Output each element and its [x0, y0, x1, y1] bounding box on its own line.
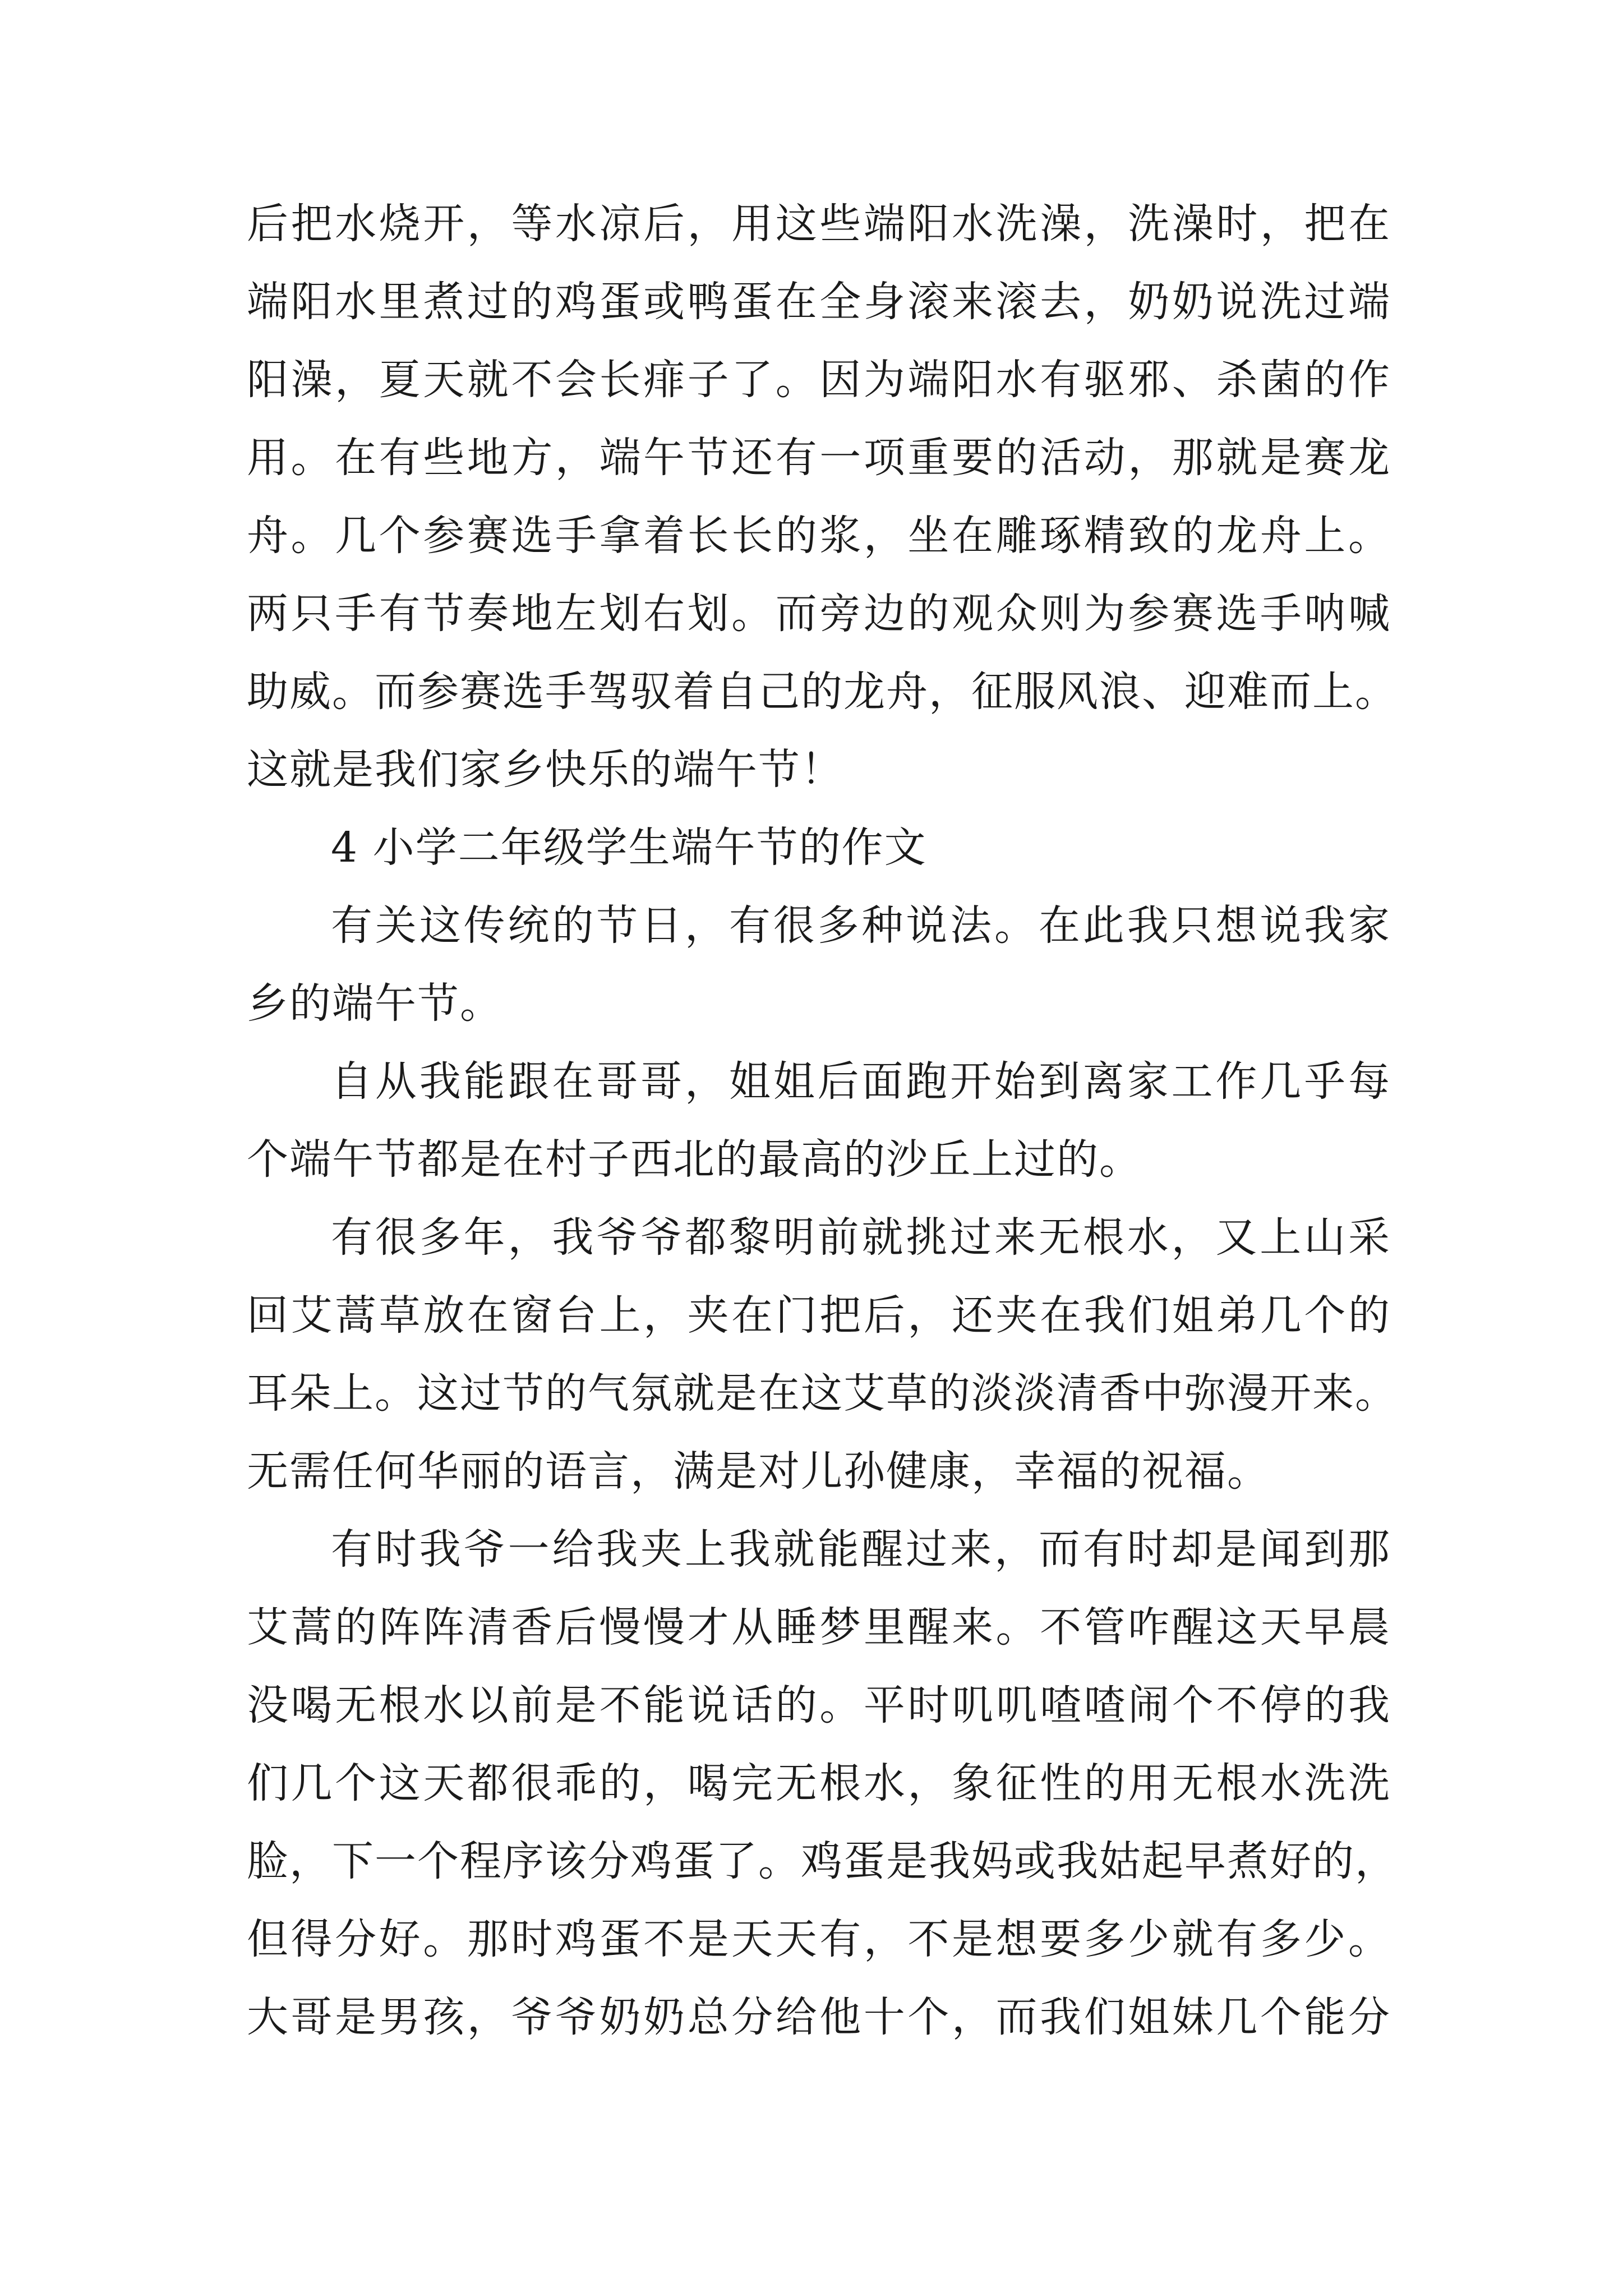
text-line: 但得分好。那时鸡蛋不是天天有，不是想要多少就有多少。 [247, 1915, 1391, 1963]
text-line: 乡的端午节。 [247, 979, 502, 1028]
text-line: 助威。而参赛选手驾驭着自己的龙舟，征服风浪、迎难而上。 [247, 668, 1398, 716]
document-page [247, 185, 1398, 2056]
section-heading: 4 小学二年级学生端午节的作文 [331, 823, 927, 872]
text-line: 自从我能跟在哥哥，姐姐后面跑开始到离家工作几乎每 [331, 1057, 1391, 1106]
paragraph-continued [247, 185, 1398, 809]
text-line: 两只手有节奏地左划右划。而旁边的观众则为参赛选手呐喊 [247, 590, 1391, 638]
text-line: 端阳水里煮过的鸡蛋或鸭蛋在全身滚来滚去，奶奶说洗过端 [247, 278, 1391, 326]
text-line: 们几个这天都很乖的，喝完无根水，象征性的用无根水洗洗 [247, 1759, 1391, 1807]
text-line: 舟。几个参赛选手拿着长长的浆，坐在雕琢精致的龙舟上。 [247, 512, 1391, 560]
text-line: 耳朵上。这过节的气氛就是在这艾草的淡淡清香中弥漫开来。 [247, 1369, 1398, 1418]
text-line: 这就是我们家乡快乐的端午节！ [247, 746, 843, 794]
text-line: 脸，下一个程序该分鸡蛋了。鸡蛋是我妈或我姑起早煮好的， [247, 1837, 1398, 1885]
text-line: 回艾蒿草放在窗台上，夹在门把后，还夹在我们姐弟几个的 [247, 1291, 1391, 1340]
text-line: 没喝无根水以前是不能说话的。平时叽叽喳喳闹个不停的我 [247, 1681, 1391, 1729]
text-line: 阳澡，夏天就不会长痱子了。因为端阳水有驱邪、杀菌的作 [247, 356, 1391, 404]
text-line: 个端午节都是在村子西北的最高的沙丘上过的。 [247, 1135, 1142, 1184]
text-line: 有关这传统的节日，有很多种说法。在此我只想说我家 [331, 901, 1391, 950]
paragraph-1 [247, 887, 1391, 1043]
text-line: 用。在有些地方，端午节还有一项重要的活动，那就是赛龙 [247, 434, 1391, 482]
text-line: 后把水烧开，等水凉后，用这些端阳水洗澡，洗澡时，把在 [247, 200, 1391, 248]
text-line: 大哥是男孩，爷爷奶奶总分给他十个，而我们姐妹几个能分 [247, 1993, 1391, 2041]
paragraph-2 [247, 1043, 1391, 1199]
text-line: 无需任何华丽的语言，满是对儿孙健康，幸福的祝福。 [247, 1447, 1270, 1496]
text-line: 有很多年，我爷爷都黎明前就挑过来无根水，又上山采 [331, 1213, 1391, 1262]
paragraph-3 [247, 1199, 1398, 1511]
paragraph-4 [247, 1511, 1398, 2056]
text-line: 有时我爷一给我夹上我就能醒过来，而有时却是闻到那 [331, 1525, 1391, 1573]
text-line: 艾蒿的阵阵清香后慢慢才从睡梦里醒来。不管咋醒这天早晨 [247, 1603, 1391, 1651]
